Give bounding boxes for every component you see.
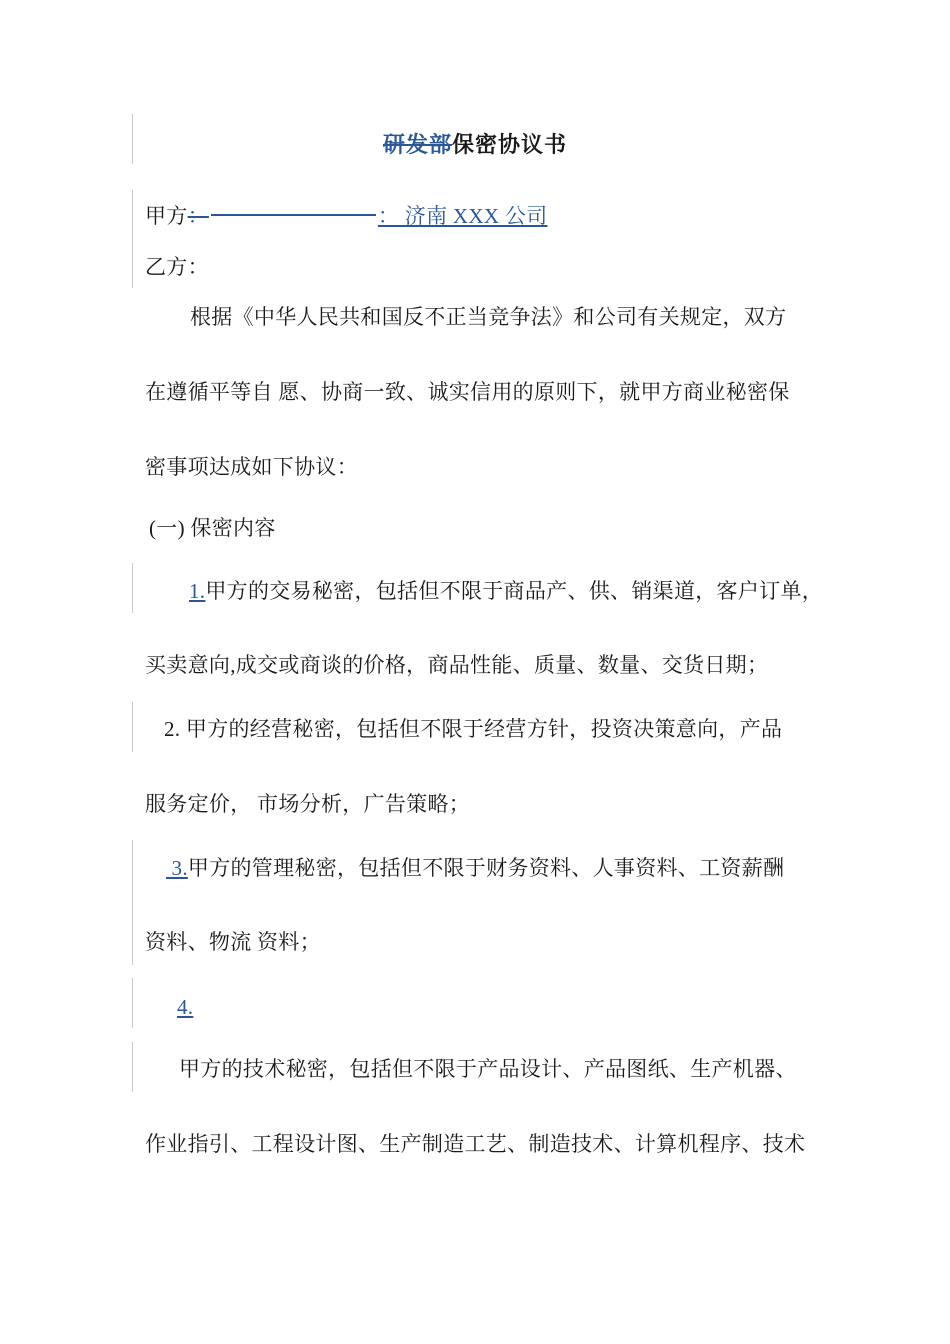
party-a-line (145, 202, 547, 230)
change-bar (132, 1042, 133, 1092)
intro-line-1: 根据《中华人民共和国反不正当竞争法》和公司有关规定，双方 (190, 305, 787, 329)
change-bar (132, 978, 133, 1028)
item-4-line-1: 甲方的技术秘密，包括但不限于产品设计、产品图纸、生产机器、 (179, 1057, 797, 1081)
item-3-text: 甲方的管理秘密，包括但不限于财务资料、人事资料、工资薪酬 (187, 856, 785, 880)
change-bar (132, 840, 133, 965)
document-title (0, 128, 950, 159)
section-heading: (一) 保密内容 (149, 516, 276, 540)
item-4-number-line (177, 993, 193, 1021)
item-1-text: 甲方的交易秘密，包括但不限于商品产、供、销渠道，客户订单， (205, 579, 824, 603)
item-2-line-1 (148, 715, 782, 743)
change-bar (132, 190, 133, 288)
item-2-number: 2. (164, 717, 181, 741)
party-b-line: 乙方： (145, 255, 209, 279)
change-bar (132, 563, 133, 613)
item-2-line-2: 服务定价， 市场分析，广告策略； (145, 792, 471, 816)
deleted-title-text: 研发部 (382, 132, 452, 157)
deleted-blank-line (211, 214, 376, 216)
item-1-line-2: 买卖意向,成交或商谈的价格，商品性能、质量、数量、交货日期； (145, 653, 769, 677)
item-4-number: 4. (177, 995, 194, 1019)
item-2-text: 甲方的经营秘密，包括但不限于经营方针，投资决策意向，产品 (180, 717, 783, 741)
party-a-label: 甲方 (145, 204, 188, 228)
item-3-line-1 (166, 854, 784, 882)
item-3-line-2: 资料、物流 资料； (145, 930, 321, 954)
intro-line-2: 在遵循平等自 愿、协商一致、诚实信用的原则下，就甲方商业秘密保 (145, 380, 790, 404)
item-1-line-1 (189, 577, 823, 605)
item-1-number: 1. (189, 579, 206, 603)
item-4-line-2: 作业指引、工程设计图、生产制造工艺、制造技术、计算机程序、技术 (145, 1132, 806, 1156)
intro-line-3: 密事项达成如下协议： (145, 455, 358, 479)
change-bar (132, 702, 133, 752)
party-a-inserted-value: ： 济南 XXX 公司 (377, 204, 548, 228)
title-text: 保密协议书 (452, 132, 568, 157)
item-3-number: 3. (166, 856, 188, 880)
deleted-colon: ： (187, 204, 209, 228)
